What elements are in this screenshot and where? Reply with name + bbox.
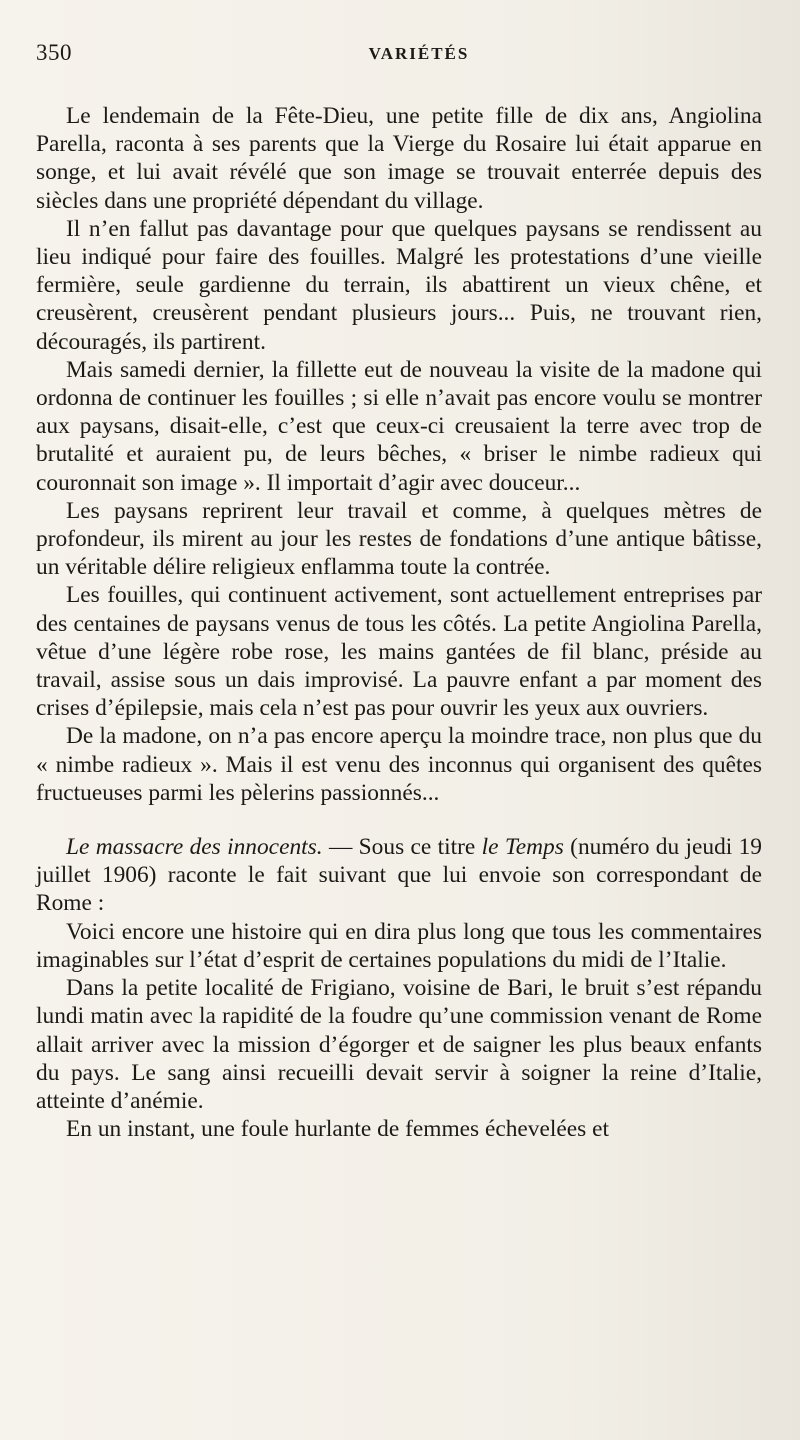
paragraph: Les paysans reprirent leur travail et comme, à quelques mètres de profondeur, ils mirent au jour les restes de fondations d’une antique bâtisse, un véritable délire religieux enflamma toute la contrée. [36, 497, 762, 581]
paragraph: Les fouilles, qui continuent activement, sont actuellement entreprises par des centaines de paysans venus de tous les côtés. La petite Angiolina Parella, vêtue d’une légère robe rose, les mains gantées de fil blanc, préside au travail, assise sous un dais improvisé. La pauvre enfant a par moment des crises d’épilepsie, mais cela n’est pas pour ouvrir les yeux aux ouvriers. [36, 582, 762, 722]
paragraph: Il n’en fallut pas davantage pour que quelques paysans se rendissent au lieu indiqué pour faire des fouilles. Malgré les protestations d’une vieille fermière, seule gardienne du terrain, ils abattirent un vieux chêne, et creusèrent, creusèrent pendant plusieurs jours... Puis, ne trouvant rien, découragés, ils partirent. [36, 215, 762, 355]
section-gap [36, 807, 762, 833]
paragraph: Voici encore une histoire qui en dira plus long que tous les commentaires imaginables sur l’état d’esprit de certaines populations du midi de l’Italie. [36, 918, 762, 973]
newspaper-name: le Temps [481, 834, 564, 861]
paragraph: De la madone, on n’a pas encore aperçu la moindre trace, non plus que du « nimbe radieux ». Mais il est venu des inconnus qui organisent des quêtes fructueuses parmi les pèlerins passionnés... [36, 723, 762, 806]
paragraph: Le lendemain de la Fête-Dieu, une petite fille de dix ans, Angiolina Parella, raconta à ses parents que la Vierge du Rosaire lui était apparue en songe, et lui avait révélé que son image se trouvait enterrée depuis des siècles dans une propriété dépendant du village. [36, 103, 762, 214]
paragraph: Mais samedi dernier, la fillette eut de nouveau la visite de la madone qui ordonna de continuer les fouilles ; si elle n’avait pas encore voulu se montrer aux paysans, disait-elle, c’est que ceux-ci creusaient la terre avec trop de brutalité et auraient pu, de leurs bêches, « briser le nimbe radieux qui couronnait son image ». Il importait d’agir avec douceur... [36, 356, 762, 496]
running-header [36, 40, 762, 80]
section-title: VARIÉTÉS [368, 44, 470, 63]
paragraph: Dans la petite localité de Frigiano, voisine de Bari, le bruit s’est répandu lundi matin avec la rapidité de la foudre qu’une commission venant de Rome allait arriver avec la mission d’égorger et de saigner les plus beaux enfants du pays. Le sang ainsi recueilli devait servir à soigner la reine d’Italie, atteinte d’anémie. [36, 975, 762, 1114]
article-heading: Le massacre des innocents. [66, 834, 323, 861]
body-text [36, 102, 762, 1143]
article-intro-text: (numéro du jeudi 19 juillet 1906) raconte le fait suivant que lui envoie son correspondant de Rome : [36, 834, 763, 917]
article-intro-paragraph [36, 833, 762, 918]
article-intro-text: — Sous ce titre [322, 834, 482, 861]
paragraph: En un instant, une foule hurlante de femmes échevelées et [66, 1116, 609, 1143]
page-number: 350 [36, 40, 72, 65]
